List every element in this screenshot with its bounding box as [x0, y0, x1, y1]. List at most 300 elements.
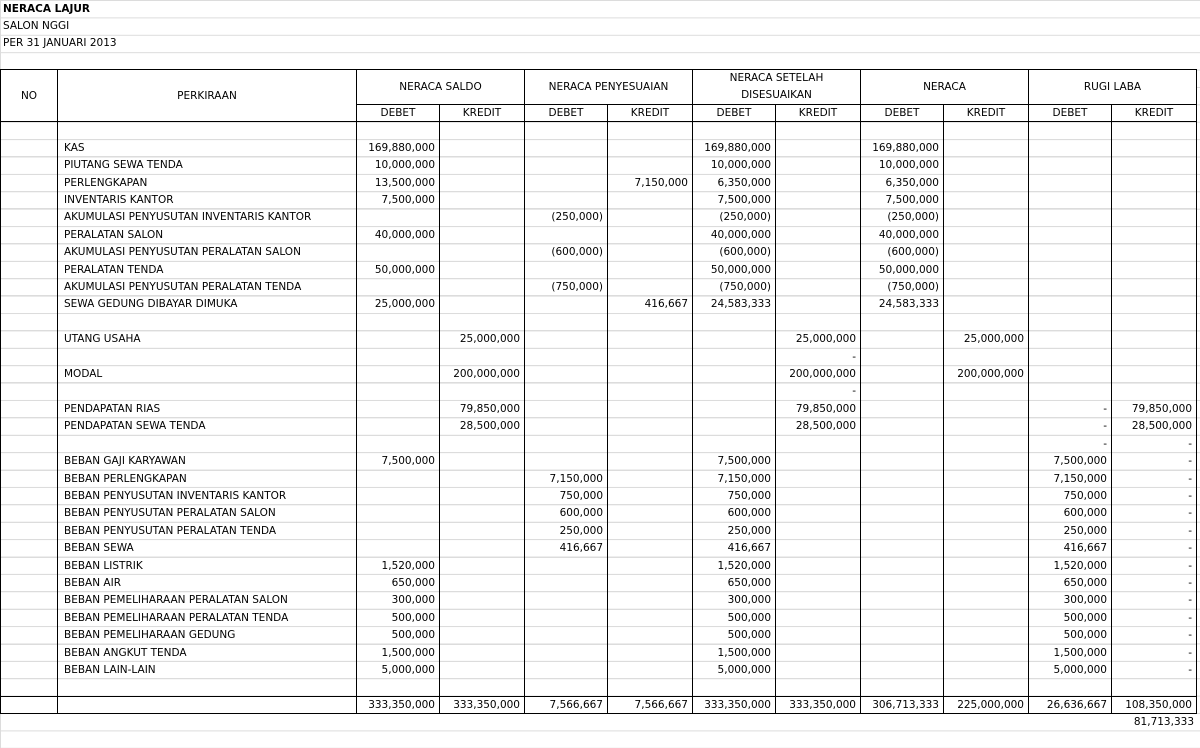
amount-cell — [525, 679, 608, 696]
account-name-cell: INVENTARIS KANTOR — [58, 192, 357, 209]
amount-cell — [1029, 174, 1112, 191]
amount-cell: 50,000,000 — [693, 261, 776, 278]
amount-cell — [525, 609, 608, 626]
amount-cell: 5,000,000 — [693, 661, 776, 678]
account-name-cell: BEBAN LAIN-LAIN — [58, 661, 357, 678]
amount-cell — [1029, 279, 1112, 296]
amount-cell: 79,850,000 — [776, 400, 861, 417]
amount-cell: (250,000) — [861, 209, 944, 226]
amount-cell: 500,000 — [693, 627, 776, 644]
amount-cell — [693, 435, 776, 452]
amount-cell — [1112, 383, 1197, 400]
amount-cell: 50,000,000 — [861, 261, 944, 278]
amount-cell: 416,667 — [608, 296, 693, 313]
total-cell: 7,566,667 — [608, 696, 693, 713]
amount-cell: - — [1112, 592, 1197, 609]
header-group: RUGI LABA — [1029, 70, 1197, 105]
amount-cell — [861, 435, 944, 452]
table-row — [1, 174, 1197, 191]
amount-cell: 169,880,000 — [693, 139, 776, 156]
amount-cell — [608, 470, 693, 487]
amount-cell — [440, 279, 525, 296]
table-row — [1, 435, 1197, 452]
amount-cell — [1112, 261, 1197, 278]
account-name-cell — [58, 383, 357, 400]
amount-cell — [525, 226, 608, 243]
account-name-cell: PENDAPATAN RIAS — [58, 400, 357, 417]
amount-cell — [357, 470, 440, 487]
amount-cell: 7,500,000 — [357, 192, 440, 209]
table-row — [1, 192, 1197, 209]
amount-cell — [944, 470, 1029, 487]
amount-cell: - — [1112, 644, 1197, 661]
amount-cell — [776, 279, 861, 296]
amount-cell — [776, 592, 861, 609]
amount-cell: 169,880,000 — [861, 139, 944, 156]
amount-cell — [608, 209, 693, 226]
amount-cell — [608, 383, 693, 400]
row-no-cell — [1, 139, 58, 156]
amount-cell — [1112, 226, 1197, 243]
total-cell: 7,566,667 — [525, 696, 608, 713]
amount-cell: 200,000,000 — [440, 366, 525, 383]
row-no-cell — [1, 679, 58, 696]
header-group: NERACA SALDO — [357, 70, 525, 105]
amount-cell — [944, 661, 1029, 678]
amount-cell — [861, 644, 944, 661]
amount-cell: 1,500,000 — [693, 644, 776, 661]
header-kredit: KREDIT — [1112, 105, 1197, 122]
amount-cell — [776, 209, 861, 226]
amount-cell: 600,000 — [693, 505, 776, 522]
amount-cell — [861, 609, 944, 626]
row-no-cell — [1, 296, 58, 313]
amount-cell — [440, 627, 525, 644]
amount-cell: 750,000 — [1029, 487, 1112, 504]
amount-cell — [1112, 296, 1197, 313]
row-no-cell — [1, 627, 58, 644]
amount-cell — [608, 139, 693, 156]
amount-cell — [861, 487, 944, 504]
totals-blank-cell — [58, 696, 357, 713]
amount-cell — [525, 313, 608, 330]
amount-cell: (600,000) — [693, 244, 776, 261]
amount-cell — [440, 139, 525, 156]
amount-cell: - — [1029, 400, 1112, 417]
amount-cell: 416,667 — [1029, 540, 1112, 557]
amount-cell — [525, 139, 608, 156]
table-row — [1, 609, 1197, 626]
amount-cell — [525, 174, 608, 191]
table-row — [1, 540, 1197, 557]
row-no-cell — [1, 261, 58, 278]
amount-cell — [525, 400, 608, 417]
amount-cell — [776, 540, 861, 557]
amount-cell: 7,150,000 — [1029, 470, 1112, 487]
amount-cell: 416,667 — [693, 540, 776, 557]
amount-cell: (250,000) — [693, 209, 776, 226]
account-name-cell: UTANG USAHA — [58, 331, 357, 348]
amount-cell — [861, 627, 944, 644]
amount-cell: 500,000 — [357, 609, 440, 626]
row-no-cell — [1, 540, 58, 557]
amount-cell — [776, 627, 861, 644]
totals-blank-cell — [1, 696, 58, 713]
amount-cell — [944, 418, 1029, 435]
amount-cell — [861, 574, 944, 591]
amount-cell — [357, 435, 440, 452]
amount-cell — [944, 540, 1029, 557]
amount-cell — [776, 122, 861, 139]
amount-cell — [357, 331, 440, 348]
amount-cell — [357, 209, 440, 226]
net-profit-value: 81,713,333 — [1133, 716, 1194, 728]
table-row — [1, 366, 1197, 383]
account-name-cell: BEBAN SEWA — [58, 540, 357, 557]
amount-cell — [525, 435, 608, 452]
amount-cell: 10,000,000 — [861, 157, 944, 174]
amount-cell — [608, 574, 693, 591]
amount-cell: 28,500,000 — [440, 418, 525, 435]
amount-cell: 650,000 — [1029, 574, 1112, 591]
amount-cell — [440, 192, 525, 209]
table-row — [1, 522, 1197, 539]
amount-cell — [944, 209, 1029, 226]
amount-cell: - — [1112, 487, 1197, 504]
report-period: PER 31 JANUARI 2013 — [3, 37, 117, 49]
amount-cell: 416,667 — [525, 540, 608, 557]
table-row — [1, 557, 1197, 574]
amount-cell — [944, 609, 1029, 626]
amount-cell — [776, 487, 861, 504]
amount-cell — [440, 157, 525, 174]
header-kredit: KREDIT — [440, 105, 525, 122]
amount-cell — [693, 122, 776, 139]
amount-cell — [944, 296, 1029, 313]
amount-cell — [693, 313, 776, 330]
amount-cell — [776, 174, 861, 191]
table-row — [1, 279, 1197, 296]
amount-cell — [1029, 209, 1112, 226]
amount-cell — [1029, 679, 1112, 696]
row-no-cell — [1, 383, 58, 400]
amount-cell — [1029, 313, 1112, 330]
amount-cell — [440, 226, 525, 243]
row-no-cell — [1, 174, 58, 191]
amount-cell: 300,000 — [693, 592, 776, 609]
amount-cell — [440, 679, 525, 696]
amount-cell — [1029, 296, 1112, 313]
account-name-cell: BEBAN LISTRIK — [58, 557, 357, 574]
amount-cell — [861, 453, 944, 470]
amount-cell — [608, 435, 693, 452]
report-title: NERACA LAJUR — [3, 3, 90, 15]
table-row — [1, 157, 1197, 174]
amount-cell — [608, 557, 693, 574]
amount-cell: 169,880,000 — [357, 139, 440, 156]
amount-cell — [608, 261, 693, 278]
amount-cell: 28,500,000 — [776, 418, 861, 435]
row-no-cell — [1, 400, 58, 417]
amount-cell — [1029, 122, 1112, 139]
row-no-cell — [1, 418, 58, 435]
amount-cell — [861, 418, 944, 435]
amount-cell — [861, 540, 944, 557]
amount-cell — [861, 679, 944, 696]
amount-cell — [861, 331, 944, 348]
table-row — [1, 383, 1197, 400]
amount-cell — [357, 679, 440, 696]
row-no-cell — [1, 522, 58, 539]
amount-cell — [440, 574, 525, 591]
amount-cell — [440, 383, 525, 400]
account-name-cell: KAS — [58, 139, 357, 156]
header-kredit: KREDIT — [608, 105, 693, 122]
amount-cell: 650,000 — [693, 574, 776, 591]
amount-cell — [693, 366, 776, 383]
amount-cell: 600,000 — [1029, 505, 1112, 522]
amount-cell: - — [1029, 435, 1112, 452]
account-name-cell — [58, 122, 357, 139]
amount-cell: 650,000 — [357, 574, 440, 591]
amount-cell — [944, 192, 1029, 209]
amount-cell — [525, 661, 608, 678]
amount-cell: (750,000) — [693, 279, 776, 296]
total-cell: 333,350,000 — [440, 696, 525, 713]
amount-cell — [693, 331, 776, 348]
amount-cell — [1112, 139, 1197, 156]
amount-cell — [357, 313, 440, 330]
amount-cell — [944, 644, 1029, 661]
row-no-cell — [1, 644, 58, 661]
amount-cell: 200,000,000 — [776, 366, 861, 383]
amount-cell — [608, 644, 693, 661]
total-cell: 333,350,000 — [776, 696, 861, 713]
table-row — [1, 453, 1197, 470]
amount-cell: 250,000 — [693, 522, 776, 539]
table-row — [1, 122, 1197, 139]
amount-cell — [861, 522, 944, 539]
amount-cell — [525, 296, 608, 313]
amount-cell — [608, 522, 693, 539]
amount-cell — [440, 209, 525, 226]
amount-cell — [608, 505, 693, 522]
account-name-cell: PENDAPATAN SEWA TENDA — [58, 418, 357, 435]
amount-cell — [944, 174, 1029, 191]
amount-cell — [776, 557, 861, 574]
amount-cell — [440, 470, 525, 487]
amount-cell: (750,000) — [525, 279, 608, 296]
amount-cell — [776, 435, 861, 452]
amount-cell — [525, 366, 608, 383]
amount-cell: 500,000 — [1029, 609, 1112, 626]
amount-cell — [944, 226, 1029, 243]
amount-cell — [861, 505, 944, 522]
amount-cell: - — [1112, 470, 1197, 487]
amount-cell — [440, 261, 525, 278]
account-name-cell: BEBAN PENYUSUTAN PERALATAN SALON — [58, 505, 357, 522]
amount-cell — [944, 139, 1029, 156]
amount-cell — [1112, 174, 1197, 191]
amount-cell — [776, 139, 861, 156]
amount-cell: - — [1112, 574, 1197, 591]
amount-cell — [944, 592, 1029, 609]
account-name-cell: PERALATAN TENDA — [58, 261, 357, 278]
total-cell: 225,000,000 — [944, 696, 1029, 713]
amount-cell — [440, 522, 525, 539]
amount-cell: - — [1112, 453, 1197, 470]
amount-cell — [944, 244, 1029, 261]
table-row — [1, 296, 1197, 313]
amount-cell — [608, 331, 693, 348]
amount-cell: 25,000,000 — [776, 331, 861, 348]
amount-cell: 7,150,000 — [525, 470, 608, 487]
amount-cell: 7,150,000 — [693, 470, 776, 487]
amount-cell: 79,850,000 — [1112, 400, 1197, 417]
amount-cell — [525, 261, 608, 278]
amount-cell — [861, 592, 944, 609]
account-name-cell: SEWA GEDUNG DIBAYAR DIMUKA — [58, 296, 357, 313]
amount-cell: 40,000,000 — [693, 226, 776, 243]
header-kredit: KREDIT — [944, 105, 1029, 122]
account-name-cell — [58, 435, 357, 452]
amount-cell: 25,000,000 — [440, 331, 525, 348]
amount-cell: 1,520,000 — [357, 557, 440, 574]
amount-cell — [525, 331, 608, 348]
row-no-cell — [1, 209, 58, 226]
row-no-cell — [1, 244, 58, 261]
amount-cell — [1112, 313, 1197, 330]
amount-cell — [608, 192, 693, 209]
amount-cell — [357, 522, 440, 539]
amount-cell — [525, 592, 608, 609]
amount-cell — [944, 574, 1029, 591]
amount-cell — [944, 627, 1029, 644]
amount-cell: 6,350,000 — [693, 174, 776, 191]
amount-cell — [440, 505, 525, 522]
amount-cell — [944, 261, 1029, 278]
header-debet: DEBET — [861, 105, 944, 122]
company-name: SALON NGGI — [3, 20, 70, 32]
amount-cell: - — [1112, 435, 1197, 452]
header-group: NERACA — [861, 70, 1029, 105]
row-no-cell — [1, 453, 58, 470]
amount-cell: 10,000,000 — [357, 157, 440, 174]
amount-cell — [440, 644, 525, 661]
account-name-cell: BEBAN PENYUSUTAN INVENTARIS KANTOR — [58, 487, 357, 504]
row-no-cell — [1, 331, 58, 348]
amount-cell: 13,500,000 — [357, 174, 440, 191]
amount-cell — [608, 122, 693, 139]
amount-cell — [944, 157, 1029, 174]
amount-cell — [525, 383, 608, 400]
table-row — [1, 574, 1197, 591]
header-account: PERKIRAAN — [58, 70, 357, 122]
amount-cell — [525, 557, 608, 574]
amount-cell — [357, 122, 440, 139]
amount-cell: - — [776, 348, 861, 365]
amount-cell — [944, 505, 1029, 522]
amount-cell: 24,583,333 — [861, 296, 944, 313]
amount-cell — [608, 348, 693, 365]
amount-cell — [861, 383, 944, 400]
amount-cell — [776, 679, 861, 696]
amount-cell — [440, 435, 525, 452]
amount-cell — [608, 418, 693, 435]
table-row — [1, 679, 1197, 696]
amount-cell — [1112, 122, 1197, 139]
table-row — [1, 244, 1197, 261]
amount-cell — [776, 609, 861, 626]
amount-cell — [944, 522, 1029, 539]
amount-cell: 300,000 — [1029, 592, 1112, 609]
account-name-cell — [58, 313, 357, 330]
amount-cell: - — [1112, 609, 1197, 626]
amount-cell: 500,000 — [693, 609, 776, 626]
table-row — [1, 627, 1197, 644]
amount-cell — [776, 661, 861, 678]
table-row — [1, 331, 1197, 348]
amount-cell — [693, 418, 776, 435]
amount-cell — [608, 592, 693, 609]
amount-cell — [776, 244, 861, 261]
amount-cell — [861, 122, 944, 139]
amount-cell — [525, 348, 608, 365]
amount-cell — [944, 557, 1029, 574]
total-cell: 333,350,000 — [357, 696, 440, 713]
amount-cell — [1112, 279, 1197, 296]
row-no-cell — [1, 487, 58, 504]
amount-cell — [357, 279, 440, 296]
amount-cell: 7,500,000 — [693, 453, 776, 470]
amount-cell — [776, 453, 861, 470]
amount-cell — [525, 627, 608, 644]
amount-cell — [693, 400, 776, 417]
row-no-cell — [1, 313, 58, 330]
amount-cell — [776, 226, 861, 243]
row-no-cell — [1, 435, 58, 452]
amount-cell — [440, 540, 525, 557]
amount-cell — [608, 226, 693, 243]
total-cell: 108,350,000 — [1112, 696, 1197, 713]
row-no-cell — [1, 557, 58, 574]
amount-cell — [776, 505, 861, 522]
amount-cell — [608, 661, 693, 678]
amount-cell — [608, 540, 693, 557]
account-name-cell: AKUMULASI PENYUSUTAN INVENTARIS KANTOR — [58, 209, 357, 226]
amount-cell: 500,000 — [357, 627, 440, 644]
row-no-cell — [1, 366, 58, 383]
amount-cell — [357, 400, 440, 417]
row-no-cell — [1, 122, 58, 139]
amount-cell: - — [1112, 540, 1197, 557]
amount-cell — [944, 348, 1029, 365]
amount-cell — [440, 609, 525, 626]
amount-cell — [693, 383, 776, 400]
amount-cell: 750,000 — [525, 487, 608, 504]
amount-cell — [776, 470, 861, 487]
account-name-cell: AKUMULASI PENYUSUTAN PERALATAN SALON — [58, 244, 357, 261]
header-no: NO — [1, 70, 58, 122]
amount-cell — [944, 383, 1029, 400]
account-name-cell: BEBAN GAJI KARYAWAN — [58, 453, 357, 470]
amount-cell — [440, 244, 525, 261]
account-name-cell — [58, 679, 357, 696]
amount-cell — [608, 244, 693, 261]
table-row — [1, 470, 1197, 487]
amount-cell — [1029, 261, 1112, 278]
amount-cell — [1029, 331, 1112, 348]
